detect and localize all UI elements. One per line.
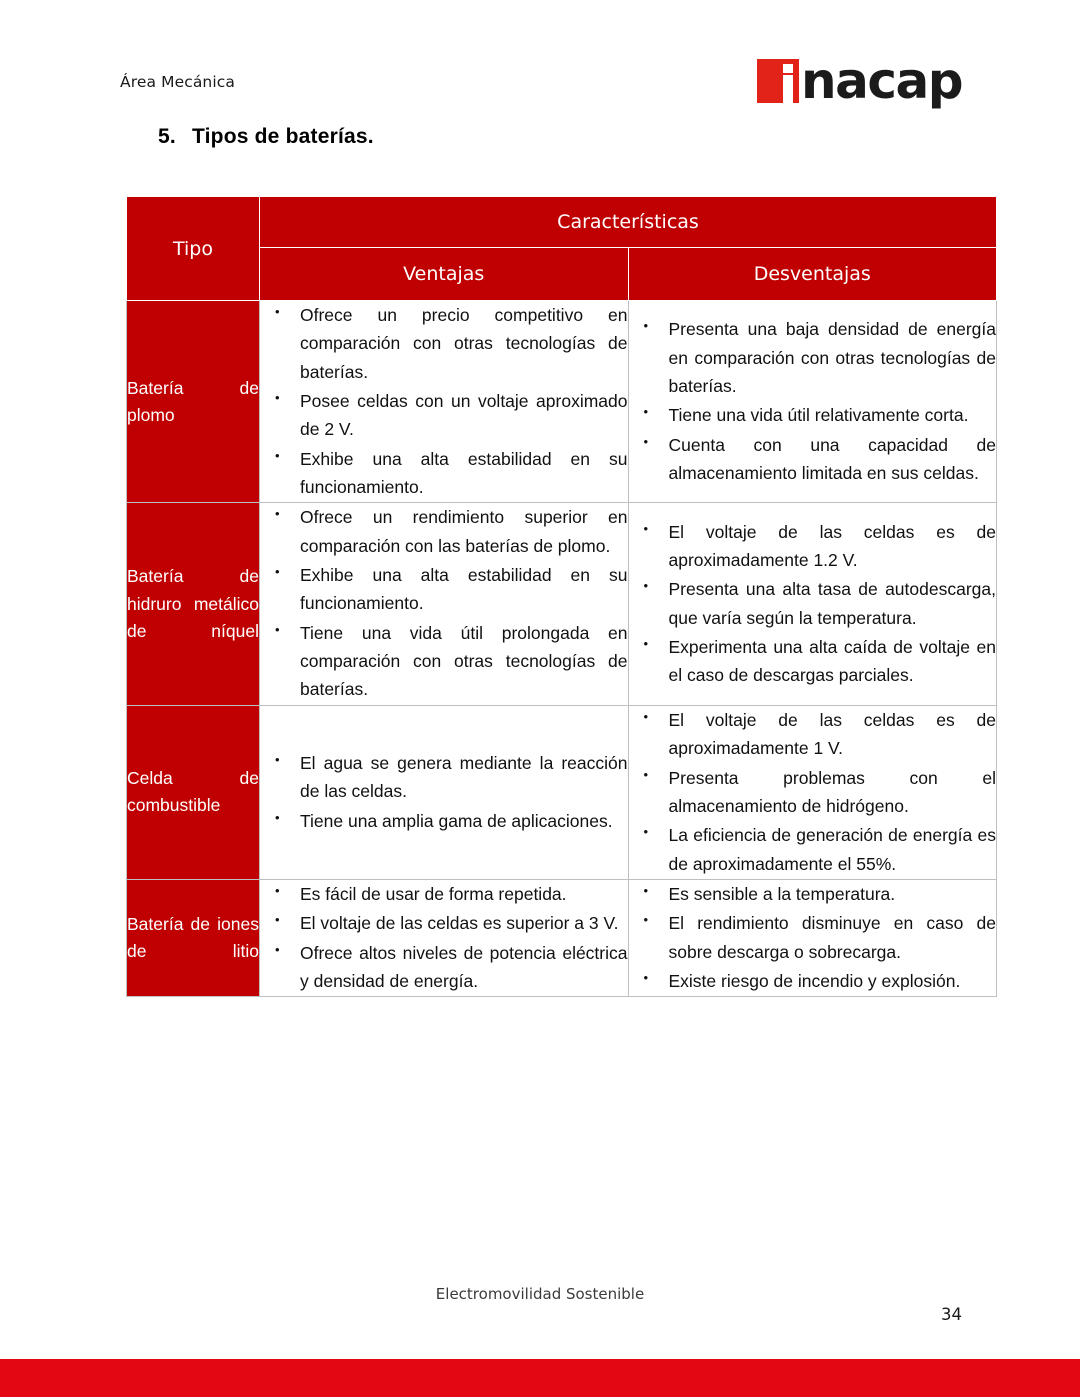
type-label: Batería de plomo — [127, 377, 259, 425]
battery-types-table — [126, 196, 997, 997]
table-row — [127, 503, 997, 705]
desventajas-list — [629, 880, 997, 995]
type-cell-plomo — [127, 301, 260, 503]
list-item: • Tiene una vida útil relativamente corta. — [629, 401, 997, 429]
table-row — [127, 301, 997, 503]
list-item: • El voltaje de las celdas es de aproximadamente 1 V. — [629, 706, 997, 763]
type-label: Batería de iones de litio — [127, 913, 259, 962]
ventajas-cell-plomo — [260, 301, 629, 503]
ventajas-list — [260, 880, 628, 995]
list-item: • El voltaje de las celdas es superior a 3 V. — [260, 909, 628, 937]
header-cell-ventajas: Ventajas — [260, 248, 629, 301]
list-item: • Posee celdas con un voltaje aproximado de 2 V. — [260, 387, 628, 444]
list-item: • Exhibe una alta estabilidad en su funcionamiento. — [260, 445, 628, 502]
table-body — [127, 301, 997, 997]
list-item: • Es fácil de usar de forma repetida. — [260, 880, 628, 908]
list-item: • Ofrece altos niveles de potencia eléctrica y densidad de energía. — [260, 939, 628, 996]
list-item: • Tiene una amplia gama de aplicaciones. — [260, 807, 628, 835]
ventajas-cell-celda-combustible — [260, 705, 629, 879]
list-item: • Ofrece un precio competitivo en comparación con otras tecnologías de baterías. — [260, 301, 628, 386]
desventajas-list — [629, 518, 997, 690]
list-item: • Experimenta una alta caída de voltaje en el caso de descargas parciales. — [629, 633, 997, 690]
list-item: • El voltaje de las celdas es de aproximadamente 1.2 V. — [629, 518, 997, 575]
section-number: 5. — [158, 125, 176, 148]
table-row — [127, 705, 997, 879]
list-item: • Presenta una baja densidad de energía en comparación con otras tecnologías de baterías. — [629, 315, 997, 400]
page-number: 34 — [941, 1305, 962, 1324]
logo-i-dot — [783, 64, 793, 73]
list-item: • Tiene una vida útil prolongada en comparación con otras tecnologías de baterías. — [260, 619, 628, 704]
type-cell-celda-combustible — [127, 705, 260, 879]
area-label: Área Mecánica — [120, 73, 235, 91]
footer-note: Electromovilidad Sostenible — [435, 1285, 645, 1303]
footer-accent-bar — [0, 1359, 1080, 1397]
ventajas-list — [260, 301, 628, 501]
table-row — [127, 879, 997, 996]
desventajas-list — [629, 706, 997, 878]
type-cell-litio — [127, 879, 260, 996]
header-cell-caracteristicas: Características — [260, 197, 997, 248]
battery-types-table-wrapper — [126, 196, 997, 997]
logo-i-stem — [783, 75, 793, 103]
inacap-logo-text: nacap — [800, 52, 962, 110]
document-header — [0, 52, 1080, 128]
list-item: • Cuenta con una capacidad de almacenamiento limitada en sus celdas. — [629, 431, 997, 488]
list-item: • El rendimiento disminuye en caso de sobre descarga o sobrecarga. — [629, 909, 997, 966]
list-item: • Exhibe una alta estabilidad en su funcionamiento. — [260, 561, 628, 618]
inacap-logo — [757, 52, 962, 110]
ventajas-cell-litio — [260, 879, 629, 996]
ventajas-cell-nimh — [260, 503, 629, 705]
header-cell-desventajas: Desventajas — [628, 248, 997, 301]
table-head — [127, 197, 997, 301]
list-item: • Presenta una alta tasa de autodescarga, que varía según la temperatura. — [629, 575, 997, 632]
section-title: Tipos de baterías. — [192, 125, 374, 148]
inacap-logo-mark-icon — [757, 59, 799, 103]
ventajas-list — [260, 749, 628, 835]
desventajas-cell-plomo — [628, 301, 997, 503]
desventajas-cell-nimh — [628, 503, 997, 705]
list-item: • Es sensible a la temperatura. — [629, 880, 997, 908]
header-cell-tipo: Tipo — [127, 197, 260, 301]
desventajas-list — [629, 315, 997, 487]
list-item: • Presenta problemas con el almacenamiento de hidrógeno. — [629, 764, 997, 821]
type-cell-nimh — [127, 503, 260, 705]
desventajas-cell-celda-combustible — [628, 705, 997, 879]
desventajas-cell-litio — [628, 879, 997, 996]
section-heading — [158, 125, 374, 149]
table-header-row-1 — [127, 197, 997, 248]
list-item: • La eficiencia de generación de energía es de aproximadamente el 55%. — [629, 821, 997, 878]
type-label: Celda de combustible — [127, 768, 259, 816]
type-label: Batería de hidruro metálico de níquel — [127, 566, 259, 641]
list-item: • El agua se genera mediante la reacción de las celdas. — [260, 749, 628, 806]
list-item: • Existe riesgo de incendio y explosión. — [629, 967, 997, 995]
list-item: • Ofrece un rendimiento superior en comparación con las baterías de plomo. — [260, 503, 628, 560]
ventajas-list — [260, 503, 628, 703]
